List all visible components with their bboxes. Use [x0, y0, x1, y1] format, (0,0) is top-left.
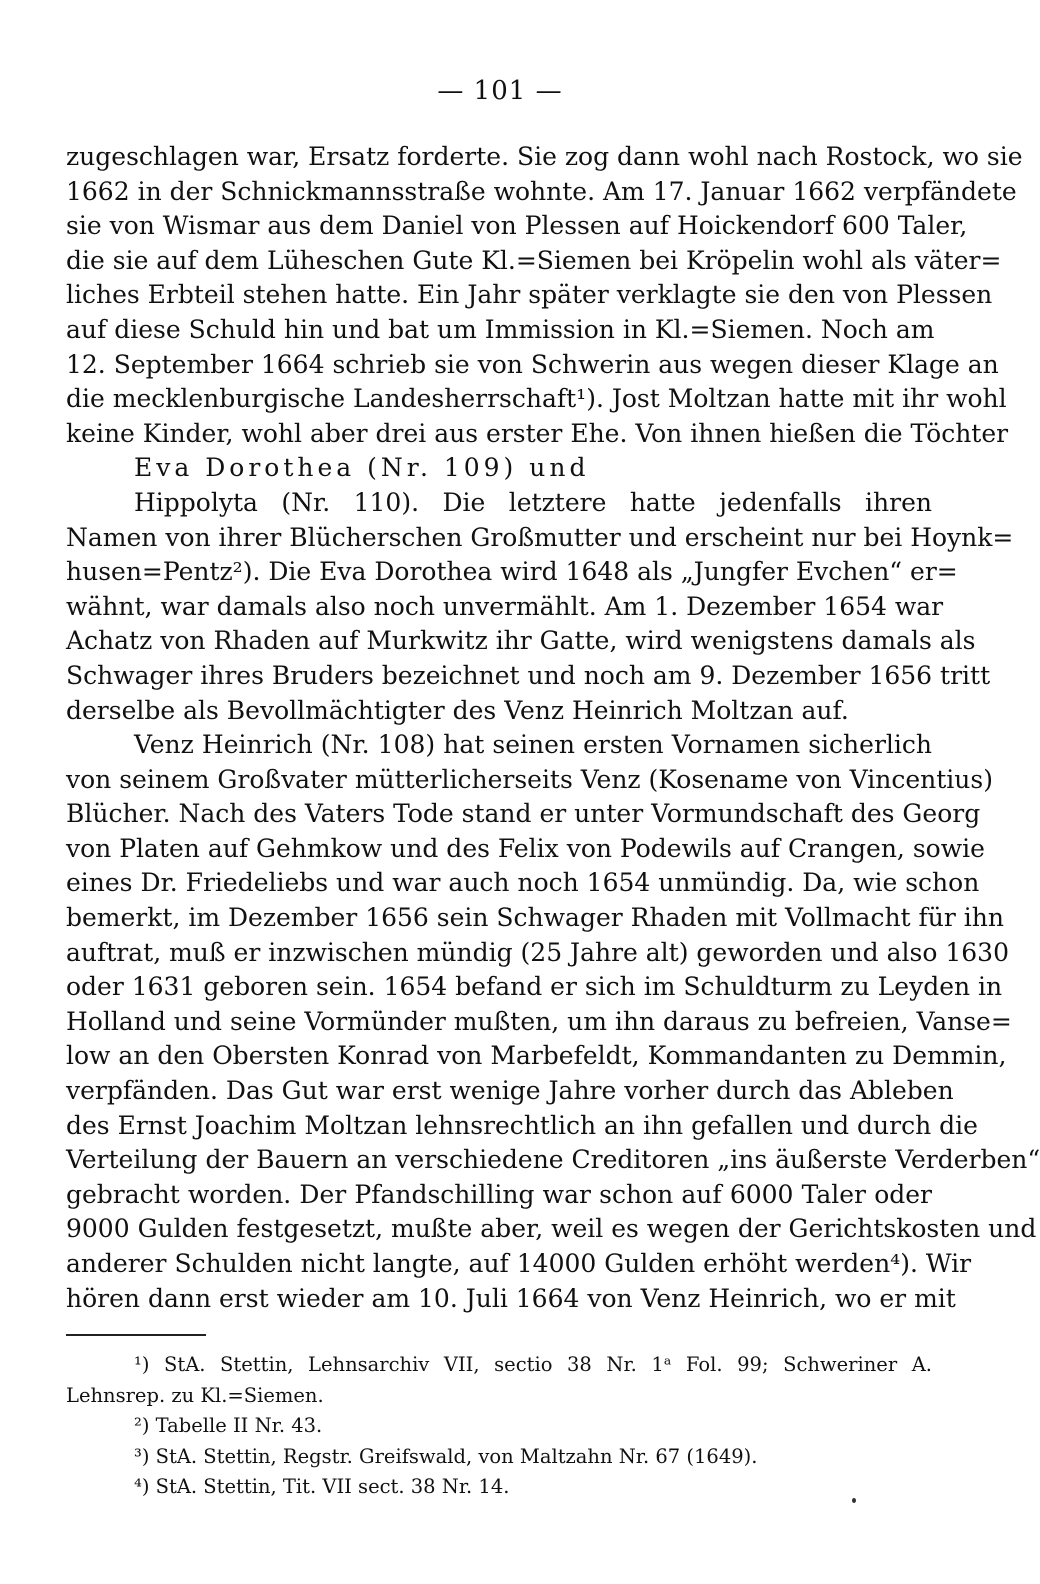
body-line: Verteilung der Bauern an verschiedene Creditoren „ins äußerste Verderben“ [66, 1145, 1040, 1175]
body-line: liches Erbteil stehen hatte. Ein Jahr später verklagte sie den von Plessen [66, 280, 993, 310]
body-line: die sie auf dem Lüheschen Gute Kl.=Siemen bei Kröpelin wohl als väter= [66, 245, 1002, 275]
body-text [66, 140, 1040, 1316]
body-line: keine Kinder, wohl aber drei aus erster Ehe. Von ihnen hießen die Töchter [66, 418, 1009, 448]
body-line: wähnt, war damals also noch unvermählt. Am 1. Dezember 1654 war [66, 591, 944, 621]
body-line: Namen von ihrer Blücherschen Großmutter und erscheint nur bei Hoynk= [66, 522, 1014, 552]
body-line: sie von Wismar aus dem Daniel von Plessen auf Hoickendorf 600 Taler, [66, 211, 968, 241]
body-line: von Platen auf Gehmkow und des Felix von Podewils auf Crangen, sowie [66, 833, 985, 863]
body-line: hören dann erst wieder am 10. Juli 1664 von Venz Heinrich, wo er mit [66, 1283, 956, 1313]
body-line: gebracht worden. Der Pfandschilling war schon auf 6000 Taler oder [66, 1179, 932, 1209]
ink-speck [852, 1498, 856, 1503]
body-line: auf diese Schuld hin und bat um Immission in Kl.=Siemen. Noch am [66, 314, 935, 344]
body-line: die mecklenburgische Landesherrschaft¹). Jost Moltzan hatte mit ihr wohl [66, 384, 1007, 414]
footnotes [66, 1350, 932, 1503]
body-line: des Ernst Joachim Moltzan lehnsrechtlich an ihn gefallen und durch die [66, 1110, 978, 1140]
body-line: Achatz von Rhaden auf Murkwitz ihr Gatte, wird wenigstens damals als [66, 626, 976, 656]
body-line: Blücher. Nach des Vaters Tode stand er unter Vormundschaft des Georg [66, 799, 981, 829]
body-line: 9000 Gulden festgesetzt, mußte aber, weil es wegen der Gerichtskosten und [66, 1214, 1037, 1244]
body-line: von seinem Großvater mütterlicherseits Venz (Kosename von Vincentius) [66, 764, 993, 794]
footnote-4: ⁴) StA. Stettin, Tit. VII sect. 38 Nr. 14. [134, 1475, 510, 1499]
footnote-divider [66, 1334, 206, 1336]
body-line: zugeschlagen war, Ersatz forderte. Sie zog dann wohl nach Rostock, wo sie [66, 142, 1023, 171]
body-line: low an den Obersten Konrad von Marbefeldt, Kommandanten zu Demmin, [66, 1041, 1007, 1071]
footnote-1-continuation: Lehnsrep. zu Kl.=Siemen. [66, 1383, 324, 1407]
body-line: 1662 in der Schnickmannsstraße wohnte. Am 17. Januar 1662 verpfändete [66, 176, 1017, 206]
body-line-name-entry: Eva Dorothea (Nr. 109) und [134, 453, 590, 483]
footnote-1: ¹) StA. Stettin, Lehnsarchiv VII, sectio 38 Nr. 1ᵃ Fol. 99; Schweriner A. [134, 1353, 932, 1376]
body-line-paragraph-end: derselbe als Bevollmächtigter des Venz Heinrich Moltzan auf. [66, 695, 849, 725]
body-line: eines Dr. Friedeliebs und war auch noch 1654 unmündig. Da, wie schon [66, 868, 980, 898]
footnote-2: ²) Tabelle II Nr. 43. [134, 1414, 323, 1438]
body-line: Holland und seine Vormünder mußten, um ihn daraus zu befreien, Vanse= [66, 1006, 1012, 1036]
body-line: bemerkt, im Dezember 1656 sein Schwager Rhaden mit Vollmacht für ihn [66, 903, 1004, 933]
body-line: verpfänden. Das Gut war erst wenige Jahre vorher durch das Ableben [66, 1076, 954, 1106]
body-line: 12. September 1664 schrieb sie von Schwerin aus wegen dieser Klage an [66, 349, 999, 379]
footnote-3: ³) StA. Stettin, Regstr. Greifswald, von Maltzahn Nr. 67 (1649). [134, 1444, 758, 1468]
body-line: oder 1631 geboren sein. 1654 befand er sich im Schuldturm zu Leyden in [66, 972, 1003, 1002]
body-line: auftrat, muß er inzwischen mündig (25 Jahre alt) geworden und also 1630 [66, 937, 1009, 967]
body-line: anderer Schulden nicht langte, auf 14000 Gulden erhöht werden⁴). Wir [66, 1249, 972, 1278]
page-number: — 101 — [437, 76, 563, 106]
body-line-paragraph-start: Venz Heinrich (Nr. 108) hat seinen ersten Vornamen sicherlich [134, 730, 932, 760]
body-line: husen=Pentz²). Die Eva Dorothea wird 1648 als „Jungfer Evchen“ er= [66, 557, 958, 587]
body-line-name-entry: Hippolyta (Nr. 110). Die letztere hatte jedenfalls ihren [134, 487, 932, 517]
body-line: Schwager ihres Bruders bezeichnet und noch am 9. Dezember 1656 tritt [66, 660, 991, 690]
